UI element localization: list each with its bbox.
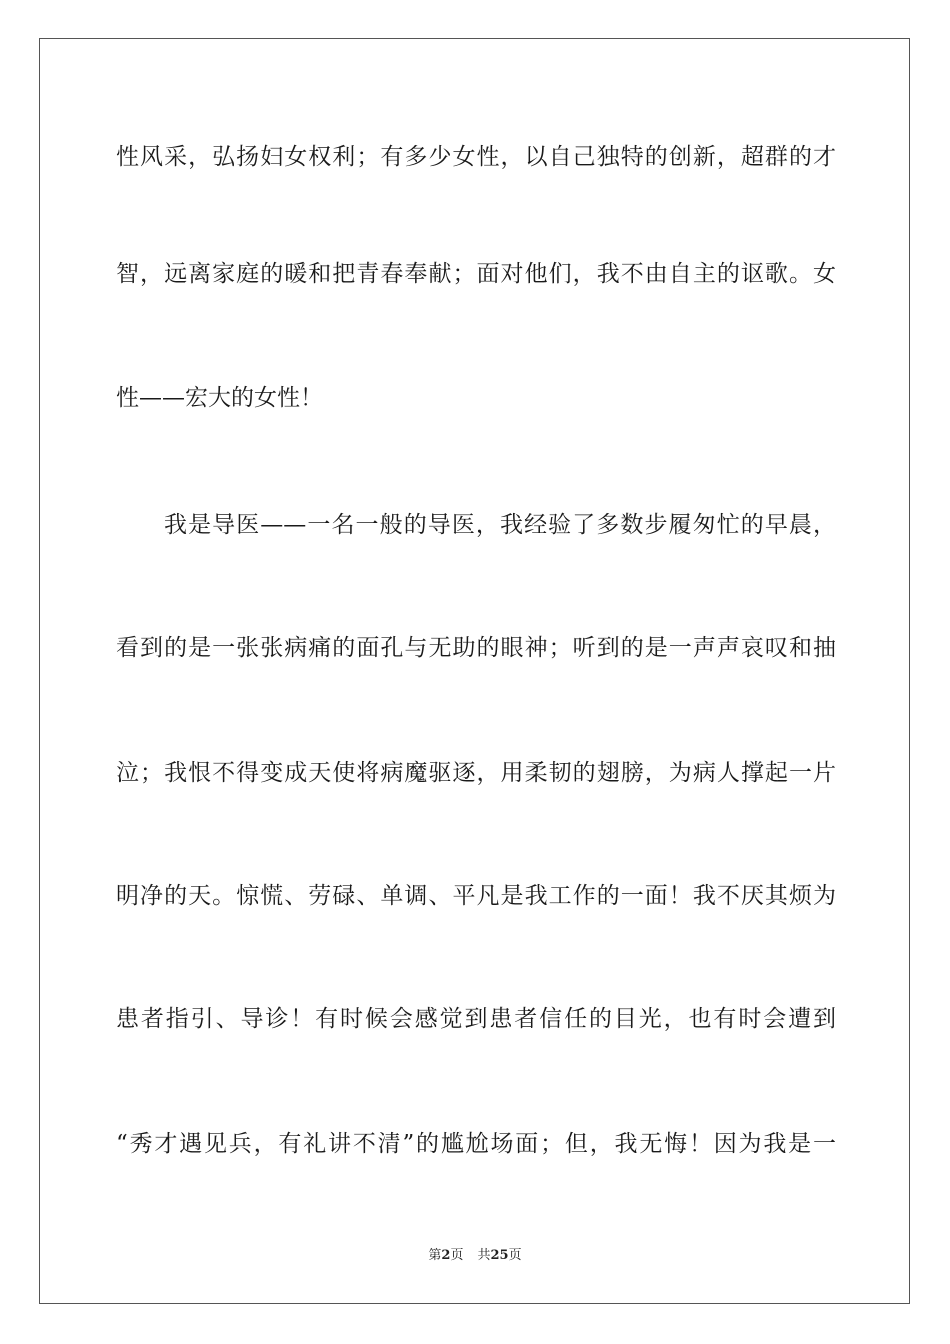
total-page-count: 25 bbox=[490, 1248, 509, 1263]
current-page-number: 2 bbox=[441, 1248, 451, 1263]
total-prefix: 共 bbox=[477, 1248, 491, 1263]
body-text-line: 性——宏大的女性！ bbox=[116, 385, 323, 411]
total-unit: 页 bbox=[508, 1248, 522, 1263]
body-text-line: 性风采，弘扬妇女权利；有多少女性，以自己独特的创新，超群的才 bbox=[116, 144, 836, 170]
body-text-line: 智，远离家庭的暖和把青春奉献；面对他们，我不由自主的讴歌。女 bbox=[116, 261, 836, 287]
page-footer bbox=[0, 1247, 950, 1265]
body-text-line: 明净的天。惊慌、劳碌、单调、平凡是我工作的一面！我不厌其烦为 bbox=[116, 883, 836, 909]
page-border bbox=[39, 38, 910, 1304]
body-text-line: 患者指引、导诊！有时候会感觉到患者信任的目光，也有时会遭到 bbox=[116, 1006, 836, 1032]
page-prefix: 第 bbox=[428, 1248, 442, 1263]
body-text-line: “秀才遇见兵，有礼讲不清”的尴尬场面；但，我无悔！因为我是一 bbox=[116, 1131, 836, 1157]
page-unit: 页 bbox=[450, 1248, 464, 1263]
body-text-line: 泣；我恨不得变成天使将病魔驱逐，用柔韧的翅膀，为病人撑起一片 bbox=[116, 760, 836, 786]
paragraph-first-line: 我是导医——一名一般的导医，我经验了多数步履匆忙的早晨， bbox=[164, 512, 836, 538]
body-text-line: 看到的是一张张病痛的面孔与无助的眼神；听到的是一声声哀叹和抽 bbox=[116, 635, 836, 661]
